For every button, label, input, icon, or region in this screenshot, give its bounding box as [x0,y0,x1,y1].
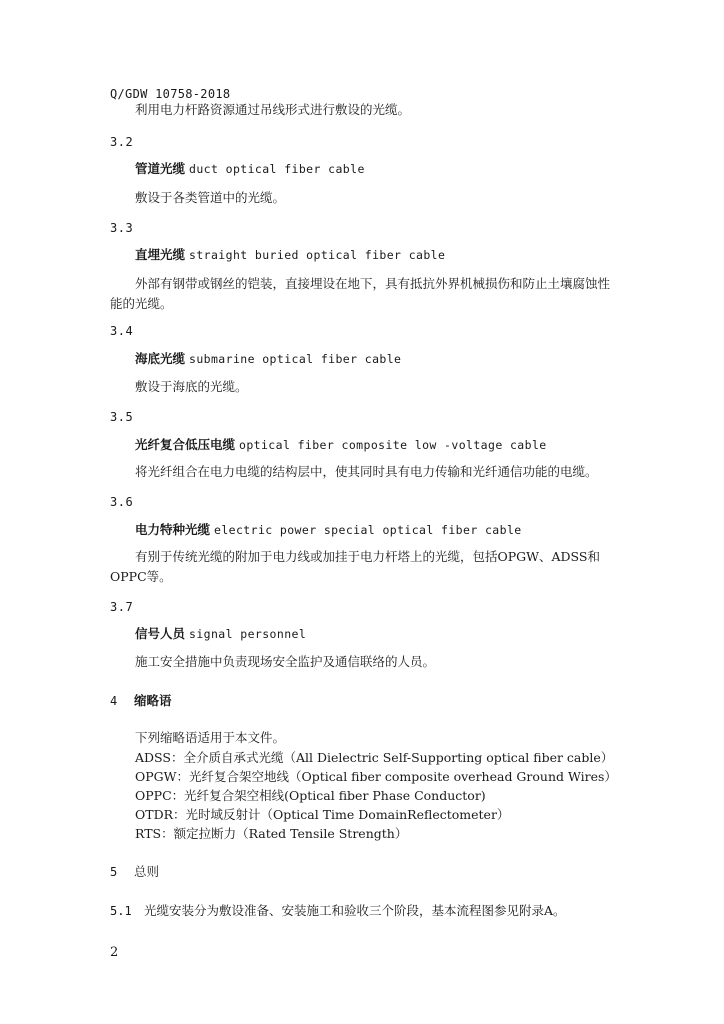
definition-3-2: 敷设于各类管道中的光缆。 [135,190,286,205]
term-cn: 电力特种光缆 [135,522,211,537]
term-en: straight buried optical fiber cable [189,248,446,262]
clause-number-3-7: 3.7 [110,600,134,614]
term-cn: 海底光缆 [135,351,186,366]
term-cn: 直埋光缆 [135,247,186,262]
clause-number-3-6: 3.6 [110,495,134,509]
definition-3-7: 施工安全措施中负责现场安全监护及通信联络的人员。 [135,654,436,669]
abbreviation-adss: ADSS：全介质自承式光缆（All Dielectric Self-Supporting optical fiber cable） [135,750,614,765]
term-3-3 [135,249,445,262]
term-en: electric power special optical fiber cable [214,523,522,537]
section-5-heading [110,866,159,879]
definition-3-5: 将光纤组合在电力电缆的结构层中，使其同时具有电力传输和光纤通信功能的电缆。 [135,464,598,479]
term-3-2 [135,163,365,176]
term-3-5 [135,439,547,452]
definition-3-3: 外部有钢带或钢丝的铠装，直接埋设在地下，具有抵抗外界机械损伤和防止土壤腐蚀性能的光缆。 [110,276,611,311]
clause-5-1 [110,905,566,918]
section-number: 4 [110,694,118,708]
term-en: submarine optical fiber cable [189,352,402,366]
clause-text: 光缆安装分为敷设准备、安装施工和验收三个阶段，基本流程图参见附录A。 [143,903,566,918]
document-code: Q/GDW 10758-2018 [110,87,231,101]
abbreviation-rts: RTS：额定拉断力（Rated Tensile Strength） [135,826,408,841]
clause-number-3-4: 3.4 [110,324,134,338]
page-number: 2 [110,945,119,960]
section-title: 总则 [133,864,159,879]
term-3-4 [135,353,401,366]
clause-number-3-3: 3.3 [110,221,134,235]
term-en: signal personnel [189,627,307,641]
term-en: duct optical fiber cable [189,162,365,176]
clause-number-3-5: 3.5 [110,410,134,424]
continuation-text: 利用电力杆路资源通过吊线形式进行敷设的光缆。 [135,102,411,117]
abbreviation-oppc: OPPC：光纤复合架空相线(Optical fiber Phase Conductor) [135,788,486,803]
section-4-heading [110,695,172,708]
abbreviation-opgw: OPGW：光纤复合架空地线（Optical fiber composite overhead Ground Wires） [135,769,617,784]
term-3-6 [135,524,522,537]
abbreviation-otdr: OTDR：光时域反射计（Optical Time DomainReflectometer） [135,807,510,822]
term-cn: 光纤复合低压电缆 [135,437,236,452]
term-3-7 [135,628,306,641]
definition-3-6: 有别于传统光缆的附加于电力线或加挂于电力杆塔上的光缆，包括OPGW、ADSS和OPPC等。 [110,549,600,584]
abbreviations-intro: 下列缩略语适用于本文件。 [135,730,286,745]
definition-3-4: 敷设于海底的光缆。 [135,379,248,394]
clause-number-3-2: 3.2 [110,135,134,149]
term-en: optical fiber composite low -voltage cable [239,438,547,452]
section-number: 5 [110,865,118,879]
term-cn: 信号人员 [135,626,186,641]
section-title: 缩略语 [133,693,172,708]
clause-number: 5.1 [110,904,132,918]
term-cn: 管道光缆 [135,161,186,176]
